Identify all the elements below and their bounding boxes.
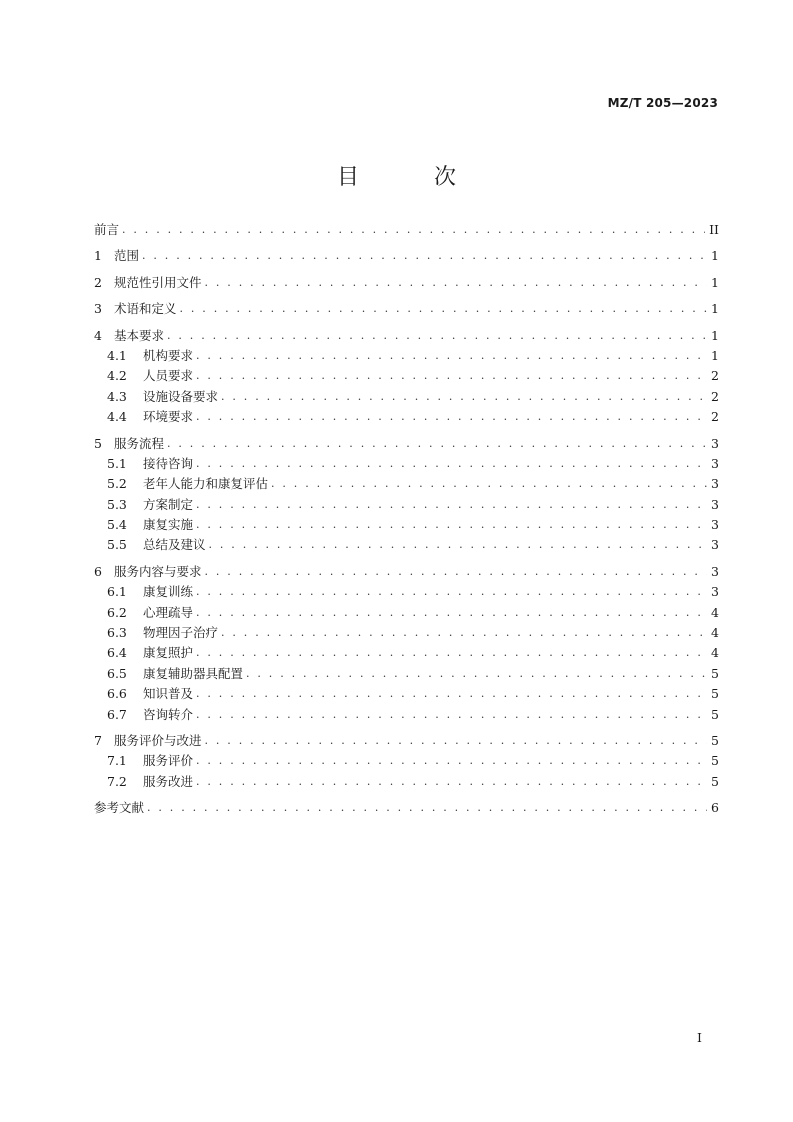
toc-entry-page: 5 [711, 686, 719, 702]
toc-entry-page: 6 [711, 800, 719, 816]
toc-entry-page: 5 [711, 665, 719, 681]
toc-entry-page: 1 [711, 248, 719, 264]
toc-leader-dots [196, 495, 707, 515]
toc-entry-number: 1 [94, 248, 102, 264]
toc-entry-5-3[interactable] [94, 495, 719, 515]
toc-leader-dots [271, 474, 707, 494]
toc-entry-page: 3 [711, 584, 719, 600]
toc-entry-page: 2 [711, 368, 719, 384]
toc-entry-label: 康复辅助器具配置 [143, 665, 244, 681]
toc-leader-dots [196, 684, 707, 704]
standard-code: MZ/T 205—2023 [607, 96, 718, 110]
toc-entry-4-3[interactable] [94, 387, 719, 407]
toc-entry-page: 3 [711, 563, 719, 579]
toc-leader-dots [221, 387, 707, 407]
toc-leader-dots [122, 220, 705, 240]
toc-leader-dots [196, 407, 707, 427]
toc-entry-label: 机构要求 [143, 347, 194, 363]
toc-leader-dots [196, 705, 707, 725]
toc-entry-number: 6.4 [107, 645, 127, 661]
toc-entry-4-4[interactable] [94, 407, 719, 427]
toc-entry-label: 老年人能力和康复评估 [143, 476, 269, 492]
toc-leader-dots [196, 772, 707, 792]
toc-entry-page: 4 [711, 645, 719, 661]
toc-entry-number: 7.2 [107, 773, 127, 789]
toc-entry-5-2[interactable] [94, 474, 719, 494]
toc-entry-page: 1 [711, 327, 719, 343]
toc-entry-1[interactable] [94, 246, 719, 266]
toc-entry-6-6[interactable] [94, 684, 719, 704]
toc-entry-number: 5.1 [107, 455, 127, 471]
toc-leader-dots [196, 751, 707, 771]
toc-leader-dots [196, 643, 707, 663]
toc-entry-label: 设施设备要求 [143, 388, 219, 404]
toc-entry-page: II [709, 221, 719, 237]
toc-entry-label: 规范性引用文件 [114, 274, 202, 290]
toc-entry-number: 7.1 [107, 753, 127, 769]
toc-entry-label: 咨询转介 [143, 706, 194, 722]
toc-leader-dots [147, 798, 707, 818]
page-number: I [697, 1030, 702, 1045]
toc-entry-label: 环境要求 [143, 409, 194, 425]
toc-entry-number: 7 [94, 732, 102, 748]
toc-entry-page: 4 [711, 625, 719, 641]
toc-entry-number: 6.6 [107, 686, 127, 702]
toc-entry-page: 1 [711, 347, 719, 363]
toc-entry-number: 6.7 [107, 706, 127, 722]
toc-entry-number: 4.2 [107, 368, 127, 384]
toc-leader-dots [167, 326, 707, 346]
toc-entry-number: 5.4 [107, 517, 127, 533]
toc-entry-label: 服务改进 [143, 773, 194, 789]
toc-title: 目 次 [337, 165, 490, 190]
toc-entry-number: 5.5 [107, 537, 127, 553]
toc-entry-number: 5 [94, 435, 102, 451]
toc-entry-page: 2 [711, 409, 719, 425]
toc-entry-5[interactable] [94, 434, 719, 454]
toc-entry-7-2[interactable] [94, 772, 719, 792]
toc-entry-number: 4.1 [107, 347, 127, 363]
toc-entry-page: 3 [711, 476, 719, 492]
toc-entry-number: 2 [94, 274, 102, 290]
toc-entry-4-1[interactable] [94, 346, 719, 366]
toc-entry-page: 3 [711, 455, 719, 471]
toc-entry-6-7[interactable] [94, 705, 719, 725]
toc-entry-number: 6 [94, 563, 102, 579]
table-of-contents [94, 220, 719, 819]
toc-entry-6-3[interactable] [94, 623, 719, 643]
toc-entry-label: 服务内容与要求 [114, 563, 202, 579]
toc-entry-foreword[interactable] [94, 220, 719, 240]
toc-leader-dots [196, 603, 707, 623]
toc-entry-label: 总结及建议 [143, 537, 206, 553]
toc-leader-dots [221, 623, 707, 643]
toc-entry-page: 3 [711, 517, 719, 533]
toc-entry-number: 5.2 [107, 476, 127, 492]
toc-entry-label: 基本要求 [114, 327, 165, 343]
toc-entry-number: 6.2 [107, 604, 127, 620]
toc-entry-label: 范围 [114, 248, 140, 264]
toc-entry-7[interactable] [94, 731, 719, 751]
toc-leader-dots [205, 731, 707, 751]
toc-entry-7-1[interactable] [94, 751, 719, 771]
toc-entry-number: 4.4 [107, 409, 127, 425]
toc-entry-label: 前言 [94, 221, 120, 237]
toc-entry-label: 知识普及 [143, 686, 194, 702]
toc-entry-3[interactable] [94, 299, 719, 319]
toc-entry-5-4[interactable] [94, 515, 719, 535]
toc-entry-4[interactable] [94, 326, 719, 346]
toc-leader-dots [246, 664, 707, 684]
toc-entry-6-4[interactable] [94, 643, 719, 663]
toc-leader-dots [167, 434, 707, 454]
toc-entry-label: 服务评价 [143, 753, 194, 769]
toc-entry-number: 6.3 [107, 625, 127, 641]
toc-entry-label: 术语和定义 [114, 301, 177, 317]
toc-entry-page: 3 [711, 537, 719, 553]
toc-entry-number: 6.1 [107, 584, 127, 600]
toc-entry-label: 服务评价与改进 [114, 732, 202, 748]
toc-entry-5-1[interactable] [94, 454, 719, 474]
toc-entry-2[interactable] [94, 273, 719, 293]
toc-leader-dots [196, 582, 707, 602]
toc-entry-number: 4 [94, 327, 102, 343]
toc-entry-label: 参考文献 [94, 800, 145, 816]
toc-entry-label: 康复照护 [143, 645, 194, 661]
toc-entry-page: 5 [711, 706, 719, 722]
toc-entry-page: 4 [711, 604, 719, 620]
toc-entry-page: 3 [711, 435, 719, 451]
toc-entry-number: 3 [94, 301, 102, 317]
toc-entry-6-2[interactable] [94, 603, 719, 623]
toc-entry-page: 5 [711, 753, 719, 769]
toc-entry-label: 康复训练 [143, 584, 194, 600]
toc-leader-dots [205, 562, 707, 582]
toc-entry-label: 方案制定 [143, 496, 194, 512]
toc-leader-dots [196, 454, 707, 474]
toc-entry-label: 物理因子治疗 [143, 625, 219, 641]
toc-entry-page: 2 [711, 388, 719, 404]
toc-entry-5-5[interactable] [94, 535, 719, 555]
toc-entry-label: 心理疏导 [143, 604, 194, 620]
toc-entry-6-5[interactable] [94, 664, 719, 684]
toc-leader-dots [196, 366, 707, 386]
toc-entry-label: 接待咨询 [143, 455, 194, 471]
toc-leader-dots [209, 535, 707, 555]
toc-entry-page: 1 [711, 274, 719, 290]
toc-entry-label: 服务流程 [114, 435, 165, 451]
toc-leader-dots [196, 515, 707, 535]
toc-leader-dots [142, 246, 707, 266]
toc-entry-label: 康复实施 [143, 517, 194, 533]
toc-entry-page: 3 [711, 496, 719, 512]
toc-entry-label: 人员要求 [143, 368, 194, 384]
toc-entry-6[interactable] [94, 562, 719, 582]
toc-entry-4-2[interactable] [94, 366, 719, 386]
toc-entry-6-1[interactable] [94, 582, 719, 602]
toc-leader-dots [196, 346, 707, 366]
toc-entry-number: 4.3 [107, 388, 127, 404]
toc-entry-number: 6.5 [107, 665, 127, 681]
toc-leader-dots [180, 299, 707, 319]
toc-entry-bibliography[interactable] [94, 798, 719, 818]
toc-entry-page: 5 [711, 773, 719, 789]
toc-entry-number: 5.3 [107, 496, 127, 512]
toc-leader-dots [205, 273, 707, 293]
toc-entry-page: 5 [711, 732, 719, 748]
toc-entry-page: 1 [711, 301, 719, 317]
